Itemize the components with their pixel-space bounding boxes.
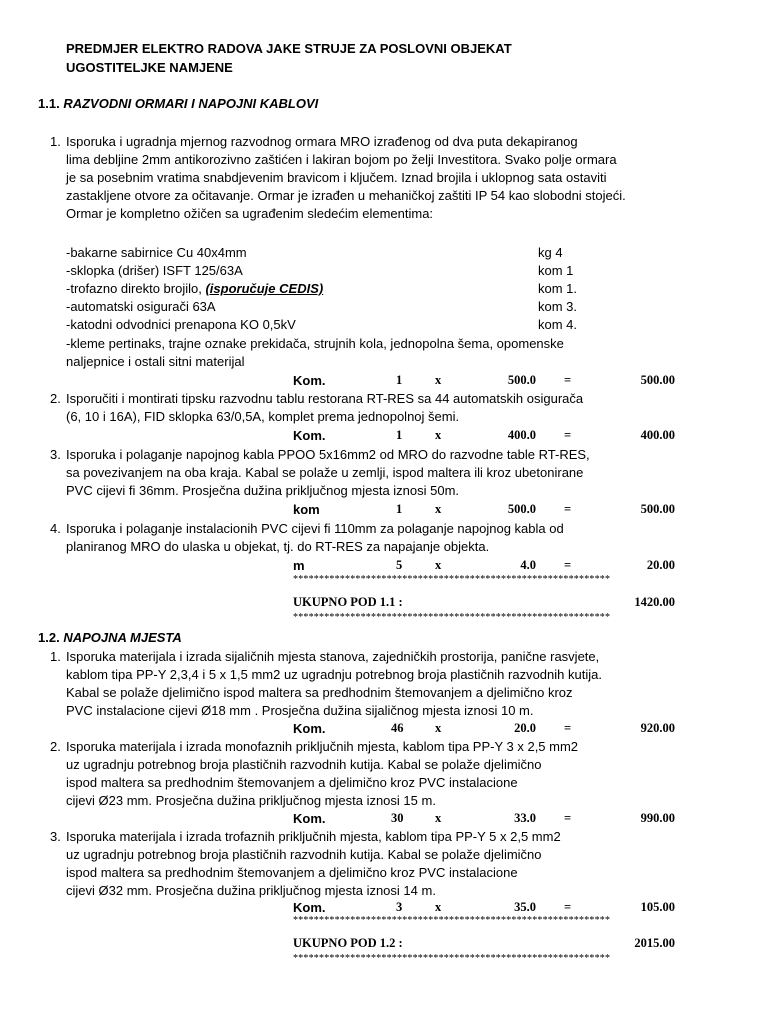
calc-total: 920.00 <box>640 721 675 735</box>
item-text-line: zastakljene otvore za očitavanje. Ormar je izrađen u mehaničkoj zaštiti IP 54 kao slobodni stojeći. <box>66 188 626 203</box>
section-heading-1-2 <box>38 630 182 645</box>
calc-price: 4.0 <box>520 558 536 572</box>
section-number: 1.2. <box>38 630 60 645</box>
item-number: 3. <box>50 829 61 844</box>
calc-equals: = <box>564 811 572 825</box>
element-name <box>66 280 323 298</box>
item-text-line: Isporučiti i montirati tipsku razvodnu tablu restorana RT-RES sa 44 automatskih osigurača <box>66 391 584 406</box>
item-text-line: sa povezivanjem na oba kraja. Kabal se polaže u zemlji, ispod maltera ili kroz ubetonirane <box>66 465 584 480</box>
item-text-line: cijevi Ø23 mm. Prosječna dužina priključnog mjesta iznosi 15 m. <box>66 793 436 808</box>
item-text-line: uz ugradnju potrebnog broja plastičnih razvodnih kutija. Kabal se polaže djelimično <box>66 757 542 772</box>
calc-price: 400.0 <box>507 428 536 442</box>
calc-equals: = <box>564 721 572 735</box>
element-name: -automatski osigurači 63A <box>66 299 216 314</box>
element-unit: kg 4 <box>538 245 563 260</box>
separator-stars: ************************************************************* <box>293 915 611 926</box>
calc-qty: 1 <box>396 428 403 442</box>
calc-qty: 3 <box>396 900 403 914</box>
calc-unit: m <box>293 558 305 573</box>
element-unit: kom 4. <box>538 317 578 332</box>
calc-x: x <box>435 900 442 914</box>
calc-qty: 30 <box>391 811 404 825</box>
calc-unit: Kom. <box>293 373 326 388</box>
calc-x: x <box>435 373 442 387</box>
calc-unit: Kom. <box>293 900 326 915</box>
element-name: -sklopka (drišer) ISFT 125/63A <box>66 263 243 278</box>
calc-unit: kom <box>293 502 320 517</box>
calc-unit: Kom. <box>293 428 326 443</box>
element-name-text: -trofazno direkto brojilo, <box>66 281 206 296</box>
document-title-line-1: PREDMJER ELEKTRO RADOVA JAKE STRUJE ZA POSLOVNI OBJEKAT <box>66 41 512 56</box>
calc-total: 20.00 <box>646 558 675 572</box>
separator-stars: ************************************************************* <box>293 953 611 964</box>
item-text-line: kablom tipa PP-Y 2,3,4 i 5 x 1,5 mm2 uz ugradnju potrebnog broja plastičnih razvodnih kutija. <box>66 667 602 682</box>
subtotal-value: 2015.00 <box>634 936 675 950</box>
calc-equals: = <box>564 428 572 442</box>
element-unit: kom 1. <box>538 281 578 296</box>
item-text-line: (6, 10 i 16A), FID sklopka 63/0,5A, komplet prema jednopolnoj šemi. <box>66 409 460 424</box>
calc-x: x <box>435 558 442 572</box>
calc-price: 500.0 <box>507 373 536 387</box>
calc-x: x <box>435 811 442 825</box>
item-text-line: Kabal se polaže djelimično ispod maltera sa predhodnim štemovanjem a djelimično kroz <box>66 685 573 700</box>
calc-equals: = <box>564 373 572 387</box>
item-number: 3. <box>50 447 61 462</box>
item-number: 2. <box>50 739 61 754</box>
document-title-line-2: UGOSTITELJKE NAMJENE <box>66 60 233 75</box>
item-text-line: Isporuka i polaganje napojnog kabla PPOO 5x16mm2 od MRO do razvodne table RT-RES, <box>66 447 590 462</box>
subtotal-value: 1420.00 <box>634 595 675 609</box>
subtotal-label: UKUPNO POD 1.1 : <box>293 595 403 609</box>
item-text-line: Isporuka i ugradnja mjernog razvodnog ormara MRO izrađenog od dva puta dekapiranog <box>66 134 578 149</box>
item-text-line: PVC instalacione cijevi Ø18 mm . Prosječna dužina sijaličnog mjesta iznosi 10 m. <box>66 703 534 718</box>
calc-unit: Kom. <box>293 721 326 736</box>
calc-total: 400.00 <box>640 428 675 442</box>
calc-x: x <box>435 428 442 442</box>
calc-total: 990.00 <box>640 811 675 825</box>
calc-equals: = <box>564 558 572 572</box>
item-text-line: ispod maltera sa predhodnim štemovanjem a djelimično kroz PVC instalacione <box>66 775 518 790</box>
item-text-line: je sa posebnim vratima snabdjevenim bravicom i ključem. Iznad brojila i uklopnog sata ostaviti <box>66 170 607 185</box>
separator-stars: ************************************************************* <box>293 612 611 623</box>
item-number: 2. <box>50 391 61 406</box>
calc-qty: 1 <box>396 502 403 516</box>
element-unit: kom 1 <box>538 263 574 278</box>
calc-x: x <box>435 721 442 735</box>
element-name: -kleme pertinaks, trajne oznake prekidača, strujnih kola, jednopolna šema, opomenske <box>66 336 564 351</box>
element-name: -katodni odvodnici prenapona KO 0,5kV <box>66 317 296 332</box>
item-text-line: Isporuka materijala i izrada trofaznih priključnih mjesta, kablom tipa PP-Y 5 x 2,5 mm2 <box>66 829 561 844</box>
item-number: 4. <box>50 521 61 536</box>
subtotal-label: UKUPNO POD 1.2 : <box>293 936 403 950</box>
separator-stars: ************************************************************* <box>293 574 611 585</box>
calc-price: 20.0 <box>514 721 536 735</box>
calc-equals: = <box>564 900 572 914</box>
calc-total: 500.00 <box>640 373 675 387</box>
element-name: naljepnice i ostali sitni materijal <box>66 354 245 369</box>
calc-price: 33.0 <box>514 811 536 825</box>
calc-qty: 5 <box>396 558 403 572</box>
item-text-line: ispod maltera sa predhodnim štemovanjem a djelimično kroz PVC instalacione <box>66 865 518 880</box>
calc-x: x <box>435 502 442 516</box>
item-text-line: Isporuka materijala i izrada monofaznih priključnih mjesta, kablom tipa PP-Y 3 x 2,5 mm2 <box>66 739 579 754</box>
item-text-line: lima debljine 2mm antikorozivno zaštićen i lakiran bojom po želji Investitora. Svako polje ormara <box>66 152 617 167</box>
section-number: 1.1. <box>38 96 60 111</box>
calc-price: 500.0 <box>507 502 536 516</box>
section-title: RAZVODNI ORMARI I NAPOJNI KABLOVI <box>63 96 319 111</box>
section-title: NAPOJNA MJESTA <box>63 630 182 645</box>
item-text-line: cijevi Ø32 mm. Prosječna dužina priključnog mjesta iznosi 14 m. <box>66 883 436 898</box>
item-text-line: PVC cijevi fi 36mm. Prosječna dužina priključnog mjesta iznosi 50m. <box>66 483 460 498</box>
calc-qty: 1 <box>396 373 403 387</box>
item-text-line: planiranog MRO do ulaska u objekat, tj. do RT-RES za napajanje objekta. <box>66 539 490 554</box>
item-number: 1. <box>50 649 61 664</box>
calc-price: 35.0 <box>514 900 536 914</box>
calc-equals: = <box>564 502 572 516</box>
calc-total: 105.00 <box>640 900 675 914</box>
calc-unit: Kom. <box>293 811 326 826</box>
item-text-line: uz ugradnju potrebnog broja plastičnih razvodnih kutija. Kabal se polaže djelimično <box>66 847 542 862</box>
calc-total: 500.00 <box>640 502 675 516</box>
item-text-line: Isporuka i polaganje instalacionih PVC cijevi fi 110mm za polaganje napojnog kabla od <box>66 521 564 536</box>
section-heading-1-1 <box>38 96 318 111</box>
calc-qty: 46 <box>391 721 404 735</box>
element-name: -bakarne sabirnice Cu 40x4mm <box>66 245 247 260</box>
item-text-line: Isporuka materijala i izrada sijaličnih mjesta stanova, zajedničkih prostorija, panične rasvjete, <box>66 649 600 664</box>
element-unit: kom 3. <box>538 299 578 314</box>
supplier-note: (isporučuje CEDIS) <box>205 281 324 296</box>
item-text-line: Ormar je kompletno ožičen sa ugrađenim sledećim elementima: <box>66 206 434 221</box>
item-number: 1. <box>50 134 61 149</box>
